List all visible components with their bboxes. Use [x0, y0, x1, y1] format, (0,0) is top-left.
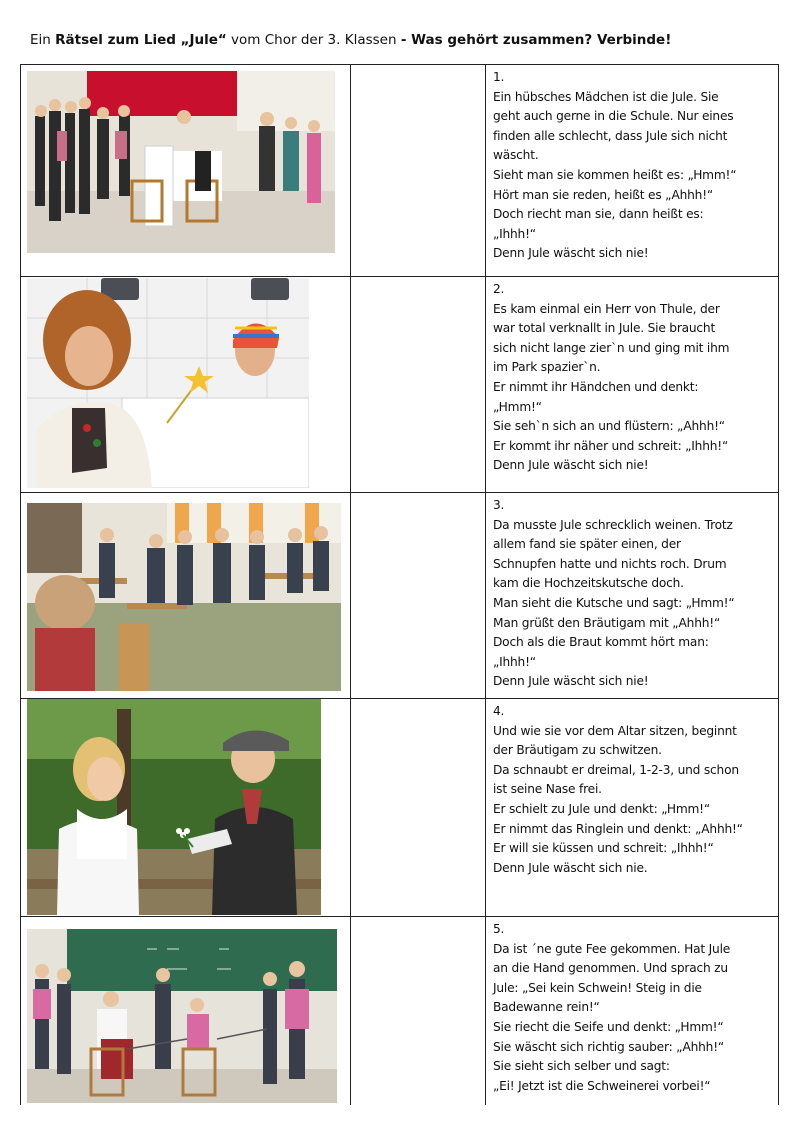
- matching-table: [20, 64, 779, 1105]
- verse-cell: [486, 917, 779, 1105]
- verse-line: im Park spazier`n.: [493, 360, 601, 375]
- photo-fairy-with-star-wand-and-bathtub: [27, 278, 309, 488]
- verse-line: Denn Jule wäscht sich nie.: [493, 860, 648, 875]
- photo-cell: [21, 917, 351, 1105]
- verse-line: finden alle schlecht, dass Jule sich nicht: [493, 128, 728, 143]
- verse-line: Da schnaubt er dreimal, 1-2-3, und schon: [493, 762, 739, 777]
- verse-line: Badewanne rein!“: [493, 1000, 600, 1015]
- verse-number: 1.: [493, 70, 505, 84]
- table-row: [21, 917, 779, 1105]
- empty-match-cell: [351, 493, 486, 698]
- verse-line: „Ihhh!“: [493, 226, 536, 241]
- heading-song-title: Rätsel zum Lied „Jule“: [55, 32, 227, 48]
- verse-line: geht auch gerne in die Schule. Nur eines: [493, 109, 734, 124]
- verse-line: Sie riecht die Seife und denkt: „Hmm!“: [493, 1019, 724, 1034]
- verse-line: Er schielt zu Jule und denkt: „Hmm!“: [493, 801, 710, 816]
- verse-line: war total verknallt in Jule. Sie braucht: [493, 321, 716, 336]
- verse-line: an die Hand genommen. Und sprach zu: [493, 961, 728, 976]
- verse-line: Es kam einmal ein Herr von Thule, der: [493, 301, 720, 316]
- verse-line: Da ist ´ne gute Fee gekommen. Hat Jule: [493, 941, 731, 956]
- verse-line: Er nimmt ihr Händchen und denkt:: [493, 379, 699, 394]
- verse-number: 5.: [493, 922, 505, 936]
- photo-cell: [21, 699, 351, 916]
- empty-match-cell: [351, 277, 486, 492]
- verse-line: Sie wäscht sich richtig sauber: „Ahhh!“: [493, 1039, 724, 1054]
- empty-match-cell: [351, 65, 486, 276]
- heading-middle: vom Chor der 3. Klassen: [226, 32, 401, 48]
- verse-line: ist seine Nase frei.: [493, 782, 602, 797]
- verse-line: Hört man sie reden, heißt es „Ahhh!“: [493, 187, 713, 202]
- verse-line: Sie seh`n sich an und flüstern: „Ahhh!“: [493, 419, 725, 434]
- verse-line: Ein hübsches Mädchen ist die Jule. Sie: [493, 89, 719, 104]
- verse-line: Jule: „Sei kein Schwein! Steig in die: [493, 980, 702, 995]
- empty-match-cell: [351, 917, 486, 1105]
- verse-line: wäscht.: [493, 148, 539, 163]
- photo-cell: [21, 277, 351, 492]
- verse-cell: [486, 65, 779, 276]
- heading-instruction: - Was gehört zusammen? Verbinde!: [400, 32, 672, 48]
- worksheet-heading: [30, 32, 671, 48]
- photo-cell: [21, 493, 351, 698]
- photo-outdoor-boy-and-girl-with-flower: [27, 699, 321, 915]
- heading-prefix: Ein: [30, 32, 56, 48]
- verse-number: 4.: [493, 704, 505, 718]
- verse-line: Sie sieht sich selber und sagt:: [493, 1059, 670, 1074]
- photo-classroom-children-on-chairs: [27, 503, 341, 691]
- photo-children-before-chalkboard: [27, 929, 337, 1103]
- verse-line: Da musste Jule schrecklich weinen. Trotz: [493, 517, 733, 532]
- verse-line: Schnupfen hatte und nichts roch. Drum: [493, 556, 727, 571]
- verse-line: Er nimmt das Ringlein und denkt: „Ahhh!“: [493, 821, 743, 836]
- verse-line: Und wie sie vor dem Altar sitzen, beginnt: [493, 723, 737, 738]
- verse-line: „Ihhh!“: [493, 654, 536, 669]
- verse-line: allem fand sie später einen, der: [493, 537, 681, 552]
- verse-cell: [486, 277, 779, 492]
- verse-cell: [486, 699, 779, 916]
- verse-line: kam die Hochzeitskutsche doch.: [493, 576, 684, 591]
- table-row: [21, 699, 779, 917]
- verse-number: 2.: [493, 282, 505, 296]
- verse-cell: [486, 493, 779, 698]
- verse-line: sich nicht lange zier`n und ging mit ihm: [493, 340, 730, 355]
- table-row: [21, 65, 779, 277]
- table-row: [21, 493, 779, 699]
- verse-line: der Bräutigam zu schwitzen.: [493, 743, 662, 758]
- verse-line: „Hmm!“: [493, 399, 542, 414]
- photo-school-play-bride-scene: [27, 71, 335, 253]
- table-row: [21, 277, 779, 493]
- verse-line: „Ei! Jetzt ist die Schweinerei vorbei!“: [493, 1078, 711, 1093]
- verse-line: Doch riecht man sie, dann heißt es:: [493, 207, 704, 222]
- verse-line: Doch als die Braut kommt hört man:: [493, 635, 709, 650]
- empty-match-cell: [351, 699, 486, 916]
- verse-line: Sieht man sie kommen heißt es: „Hmm!“: [493, 167, 737, 182]
- verse-line: Er will sie küssen und schreit: „Ihhh!“: [493, 841, 714, 856]
- verse-line: Denn Jule wäscht sich nie!: [493, 458, 649, 473]
- verse-line: Denn Jule wäscht sich nie!: [493, 246, 649, 261]
- verse-line: Denn Jule wäscht sich nie!: [493, 674, 649, 689]
- verse-number: 3.: [493, 498, 505, 512]
- verse-line: Er kommt ihr näher und schreit: „Ihhh!“: [493, 438, 729, 453]
- photo-cell: [21, 65, 351, 276]
- verse-line: Man sieht die Kutsche und sagt: „Hmm!“: [493, 595, 735, 610]
- verse-line: Man grüßt den Bräutigam mit „Ahhh!“: [493, 615, 721, 630]
